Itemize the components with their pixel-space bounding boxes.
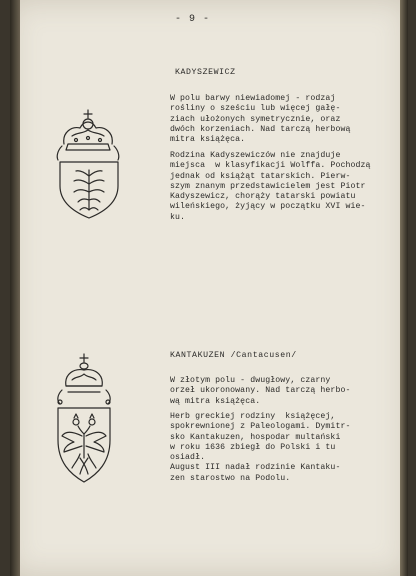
document-page <box>10 0 408 576</box>
entry-heading-kantakuzen: KANTAKUZEN /Cantacusen/ <box>170 351 297 360</box>
entry-description-kantakuzen: W złotym polu - dwugłowy, czarny orzeł ukoronowany. Nad tarczą herbo- wą mitra książęca. <box>170 376 351 406</box>
kadyszewicz-coat-of-arms-icon <box>48 104 130 222</box>
page-edge <box>400 0 408 576</box>
kantakuzen-coat-of-arms-icon <box>44 350 124 490</box>
page-number: - 9 - <box>175 14 211 25</box>
entry-heading-kadyszewicz: KADYSZEWICZ <box>175 68 236 77</box>
entry-history-kadyszewicz: Rodzina Kadyszewiczów nie znajduje miejsca w klasyfikacji Wolffa. Pochodzą jednak od książąt tatarskich. Pierw- szym znanym przedstawicielem jest Piotr Kadyszewicz, chorąży tatarski powiatu wileńskiego, żyjący w początku XVI wie- ku. <box>170 151 371 222</box>
entry-description-kadyszewicz: W polu barwy niewiadomej - rodzaj rośliny o sześciu lub więcej gałę- ziach ułożonych symetrycznie, oraz dwóch korzeniach. Nad tarczą herbową mitra książęca. <box>170 94 351 145</box>
entry-history-kantakuzen: Herb greckiej rodziny książęcej, spokrewnionej z Paleologami. Dymitr- sko Kantakuzen, hospodar multański w roku 1636 zbiegł do Polski i tu osiadł. August III nadał rodzinie Kantaku- zen starostwo na Podolu. <box>170 412 351 483</box>
binding-edge <box>10 0 20 576</box>
